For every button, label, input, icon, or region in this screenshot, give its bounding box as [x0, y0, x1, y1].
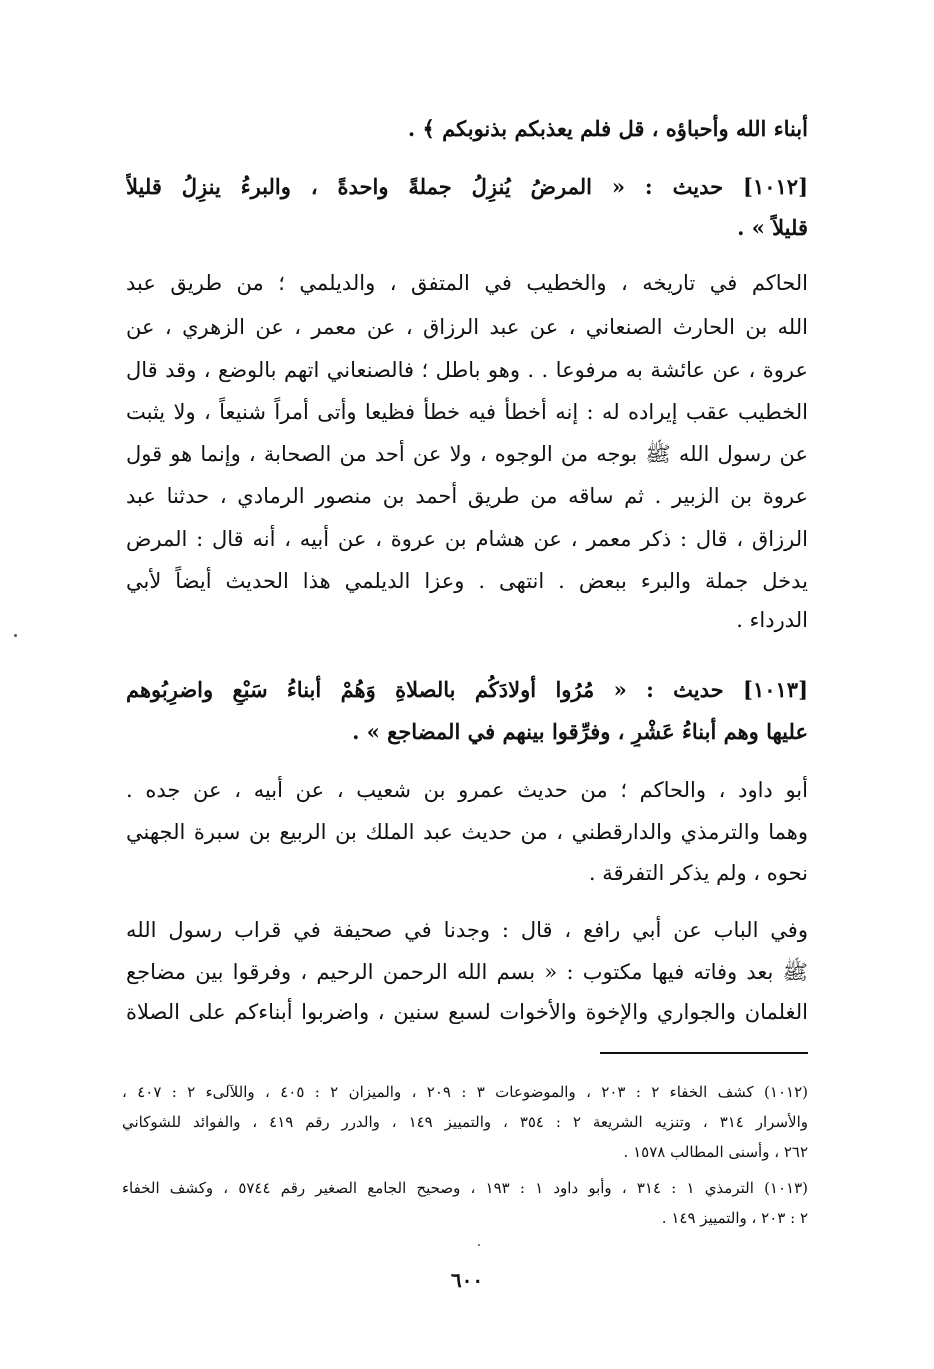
commentary-1013b-line-3: الغلمان والجواري والإخوة والأخوات لسبع سنين ، واضربوا أبناءكم على الصلاة: [126, 1000, 808, 1024]
footnote-1012-line-3: ٢٦٢ ، وأسنى المطالب ١٥٧٨ .: [623, 1143, 808, 1161]
quran-continuation-line: أبناء الله وأحباؤه ، قل فلم يعذبكم بذنوبكم ﴾ .: [407, 116, 808, 141]
footnote-1013-line-2: ٢ : ٢٠٣ ، والتمييز ١٤٩ .: [661, 1209, 808, 1227]
commentary-1013b-line-2: ﷺ بعد وفاته فيها مكتوب : « بسم الله الرحمن الرحيم ، وفرقوا بين مضاجع: [126, 960, 808, 984]
hadith-1013-line-1: [١٠١٣] حديث : « مُرُوا أولادَكُم بالصلاةِ وَهُمْ أبناءُ سَبْعٍ واضرِبُوهم: [126, 677, 808, 702]
hadith-1013-line-2: عليها وهم أبناءُ عَشْرٍ ، وفرِّقوا بينهم في المضاجع » .: [352, 719, 808, 744]
commentary-1012-line-9: الدرداء .: [736, 608, 808, 632]
footnote-1013-line-1: (١٠١٣) الترمذي ١ : ٣١٤ ، وأبو داود ١ : ١٩٣ ، وصحيح الجامع الصغير رقم ٥٧٤٤ ، وكشف الخفاء: [122, 1179, 808, 1197]
commentary-1012-line-2: الله بن الحارث الصنعاني ، عن عبد الرزاق ، عن معمر ، عن الزهري ، عن: [126, 315, 808, 339]
commentary-1013-line-3: نحوه ، ولم يذكر التفرقة .: [588, 861, 808, 885]
commentary-1012-line-7: الرزاق ، قال : ذكر معمر ، عن هشام بن عروة ، عن أبيه ، أنه قال : المرض: [126, 527, 808, 551]
commentary-1012-line-4: الخطيب عقب إيراده له : إنه أخطأ فيه خطأ فظيعا وأتى أمراً شنيعاً ، ولا يثبت: [126, 400, 808, 424]
commentary-1012-line-3: عروة ، عن عائشة به مرفوعا . . وهو باطل ؛ فالصنعاني اتهم بالوضع ، وقد قال: [126, 358, 808, 382]
footnote-1012-line-2: والأسرار ٣١٤ ، وتنزيه الشريعة ٢ : ٣٥٤ ، والتمييز ١٤٩ ، والدرر رقم ٤١٩ ، والفوائد للشوكاني: [122, 1113, 808, 1131]
footnote-1012-line-1: (١٠١٢) كشف الخفاء ٢ : ٢٠٣ ، والموضوعات ٣ : ٢٠٩ ، والميزان ٢ : ٤٠٥ ، واللآلىء ٢ : ٤٠٧ ،: [122, 1083, 808, 1101]
hadith-1012-line-1: [١٠١٢] حديث : « المرضُ يُنزِلُ جملةً واحدةً ، والبرءُ ينزِلُ قليلاً: [126, 174, 808, 199]
commentary-1013-line-2: وهما والترمذي والدارقطني ، من حديث عبد الملك بن الربيع بن سبرة الجهني: [126, 820, 808, 844]
hadith-1012-line-2: قليلاً » .: [737, 215, 808, 240]
scan-speck: [14, 634, 17, 637]
commentary-1012-line-8: يدخل جملة والبرء ببعض . انتهى . وعزا الديلمي هذا الحديث أيضاً لأبي: [126, 569, 808, 593]
scan-speck: [478, 1244, 480, 1246]
footnote-separator: [600, 1052, 808, 1054]
commentary-1012-line-5: عن رسول الله ﷺ بوجه من الوجوه ، ولا عن أحد من الصحابة ، وإنما هو قول: [126, 442, 808, 466]
commentary-1012-line-6: عروة بن الزبير . ثم ساقه من طريق أحمد بن منصور الرمادي ، حدثنا عبد: [126, 484, 808, 508]
commentary-1013b-line-1: وفي الباب عن أبي رافع ، قال : وجدنا في صحيفة في قراب رسول الله: [126, 918, 808, 942]
commentary-1013-line-1: أبو داود ، والحاكم ؛ من حديث عمرو بن شعيب ، عن أبيه ، عن جده .: [126, 778, 808, 802]
commentary-1012-line-1: الحاكم في تاريخه ، والخطيب في المتفق ، والديلمي ؛ من طريق عبد: [126, 271, 808, 295]
page-number: ٦٠٠: [450, 1268, 484, 1292]
